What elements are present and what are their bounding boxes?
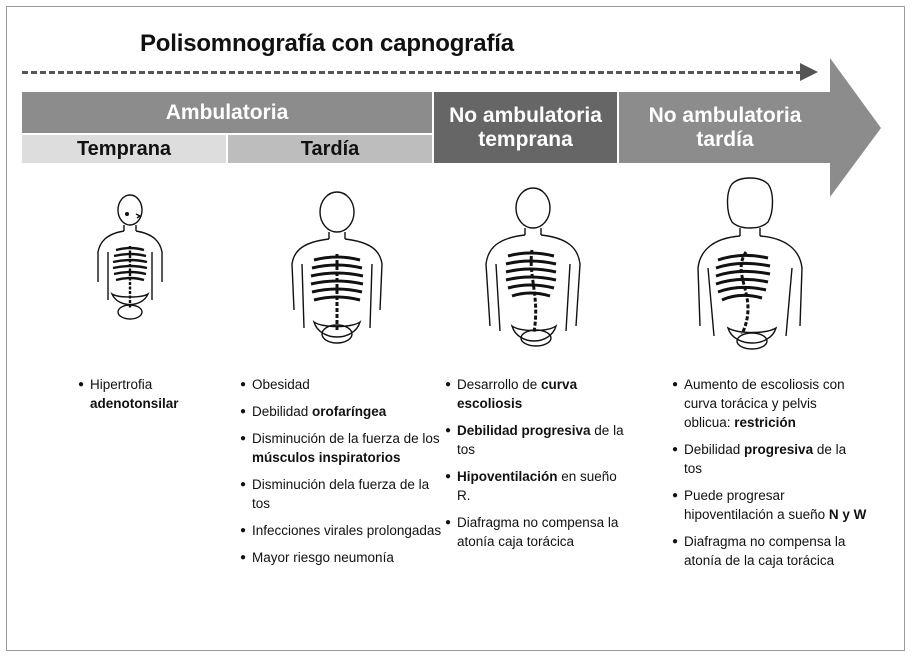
list-item-text: adenotonsilar: [90, 396, 179, 411]
list-item-text: Debilidad: [684, 442, 745, 457]
list-item-text: Disminución dela fuerza de la tos: [252, 477, 430, 511]
substage-label-tardia: Tardía: [300, 137, 360, 160]
list-item-text: restrición: [734, 415, 796, 430]
list-item: [672, 532, 867, 570]
list-item-text: Obesidad: [252, 377, 310, 392]
list-item: [240, 429, 445, 467]
list-item: [445, 513, 630, 551]
list-item: [240, 402, 445, 421]
list-item-text: en sueño R.: [457, 469, 617, 503]
list-item: [240, 521, 445, 540]
list-item: [672, 440, 867, 478]
list-item-text: Diafragma no compensa la atonía de la caja torácica: [684, 534, 846, 568]
list-item-text: Infecciones virales prolongadas: [252, 523, 442, 538]
list-item-text: músculos inspiratorios: [252, 450, 401, 465]
list-item-text: curva escoliosis: [457, 377, 578, 411]
list-item: [240, 475, 445, 513]
list-item-text: Aumento de escoliosis con curva torácica y pelvis oblicua:: [684, 377, 845, 430]
page-title: Polisomnografía con capnografía: [140, 30, 514, 57]
list-item-text: Diafragma no compensa la atonía caja torácica: [457, 515, 619, 549]
list-item-text: Disminución de la fuerza de los: [252, 431, 440, 446]
list-item: [78, 375, 218, 413]
list-item: [240, 548, 445, 567]
list-item-text: progresiva: [744, 442, 814, 457]
list-item-text: Debilidad progresiva: [457, 423, 591, 438]
list-item: [445, 375, 630, 413]
feature-list-late-ambulatory: [240, 375, 445, 575]
substage-label-temprana: Temprana: [76, 137, 172, 160]
feature-list-late-non-ambulatory: [672, 375, 867, 578]
list-item-text: Desarrollo de: [457, 377, 542, 392]
list-item: [445, 467, 630, 505]
list-item: [240, 375, 445, 394]
feature-list-early-ambulatory: [78, 375, 218, 421]
child-torso-figure-early: [90, 190, 170, 330]
list-item-text: N y W: [828, 507, 867, 522]
list-item-text: Mayor riesgo neumonía: [252, 550, 394, 565]
list-item-text: Hipertrofia: [90, 377, 153, 392]
list-item-text: Debilidad: [252, 404, 313, 419]
torso-figure-late-non-ambulatory: [690, 176, 810, 356]
list-item-text: de la tos: [457, 423, 624, 457]
list-item: [445, 421, 630, 459]
torso-figure-early-non-ambulatory: [478, 186, 588, 351]
stage-label-no-amb-tardia: No ambulatoria tardía: [648, 104, 802, 151]
list-item-text: Hipoventilación: [457, 469, 558, 484]
stage-label-ambulatoria: Ambulatoria: [165, 100, 289, 124]
stage-label-no-amb-temprana: No ambulatoria temprana: [449, 104, 602, 151]
child-torso-figure-late-ambulatory: [282, 188, 392, 353]
list-item: [672, 375, 867, 432]
list-item-text: de la tos: [684, 442, 847, 476]
list-item: [672, 486, 867, 524]
list-item-text: Puede progresar hipoventilación a sueño: [684, 488, 829, 522]
feature-list-early-non-ambulatory: [445, 375, 630, 559]
list-item-text: orofaríngea: [312, 404, 387, 419]
